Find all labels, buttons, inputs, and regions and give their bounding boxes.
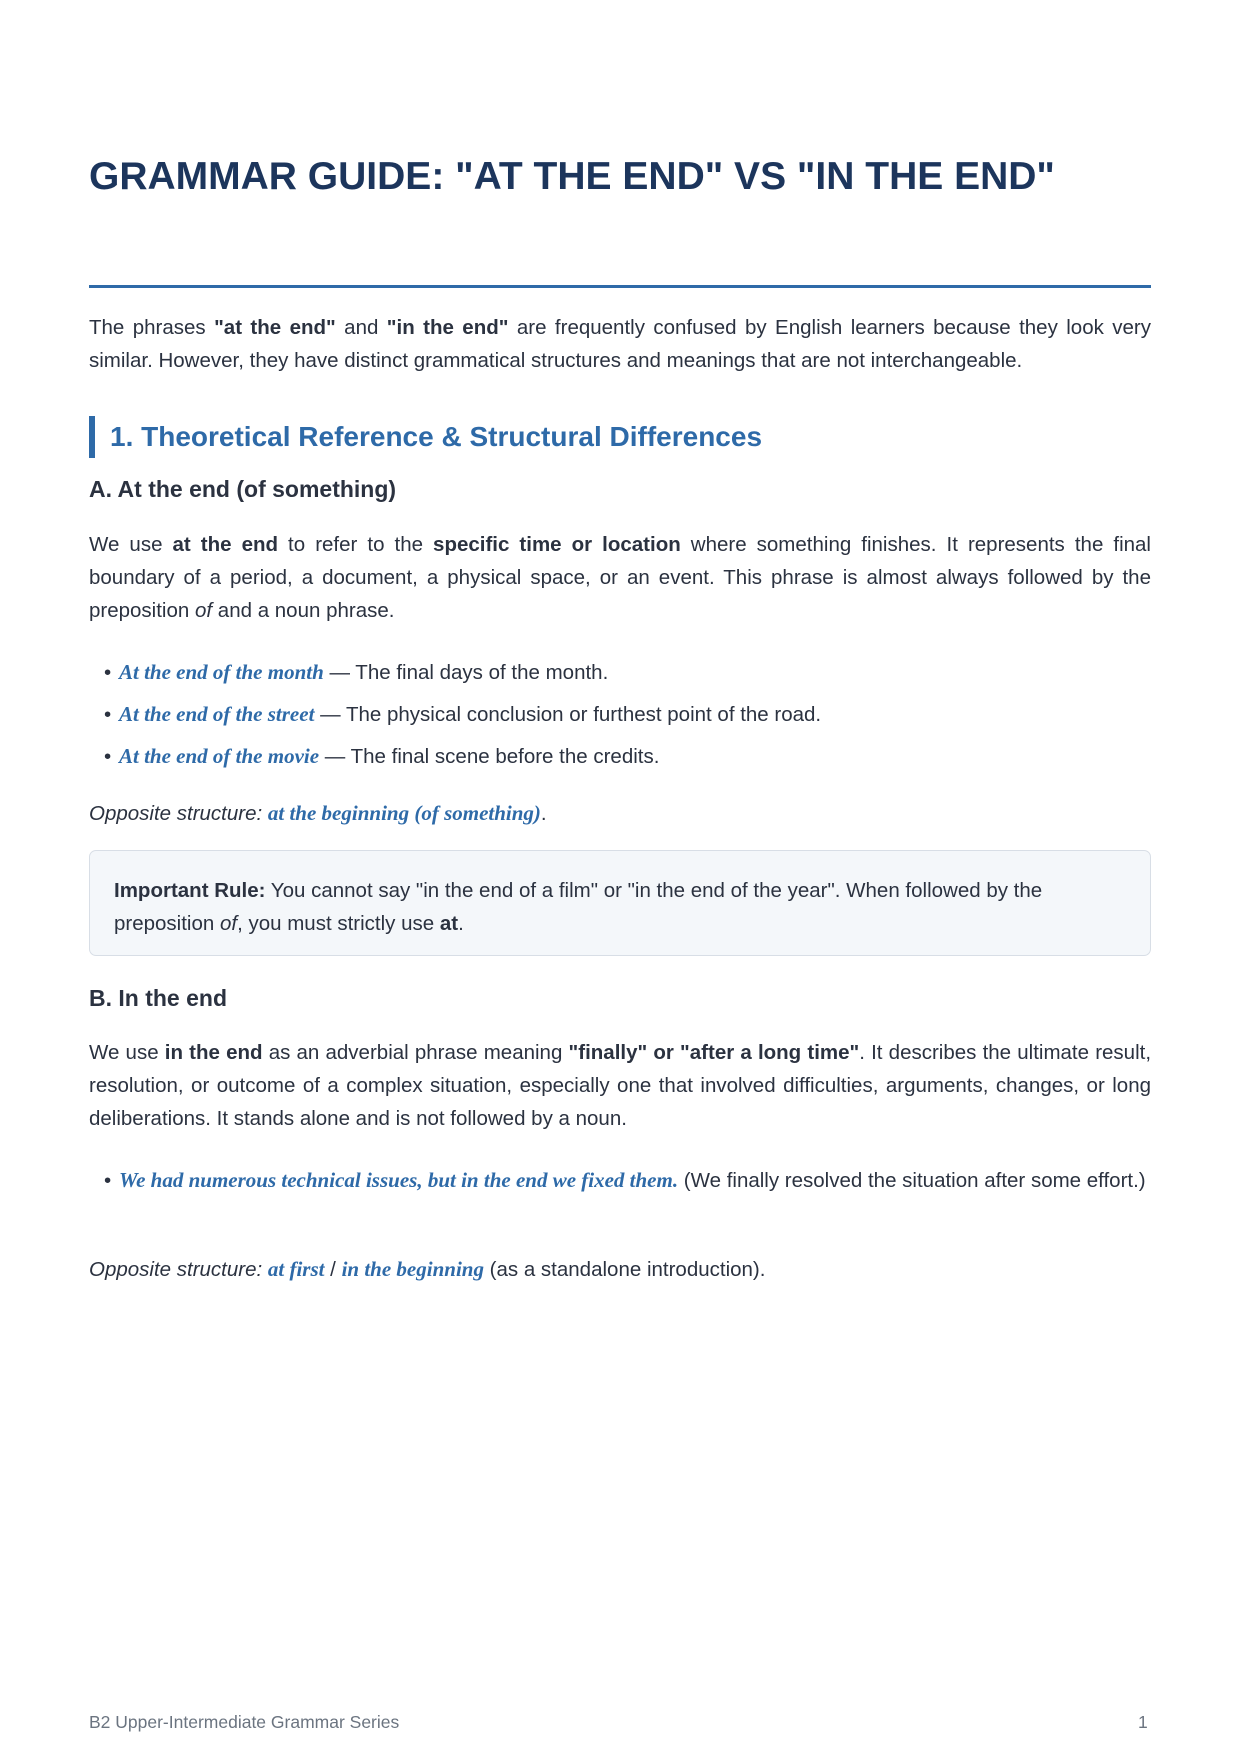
subheading-in-the-end: B. In the end — [89, 985, 227, 1011]
intro-paragraph — [89, 311, 1151, 377]
section-heading: 1. Theoretical Reference & Structural Differences — [110, 421, 763, 452]
section-accent-bar — [89, 416, 95, 458]
intro-text: and — [335, 316, 387, 339]
opposite-label: Opposite structure: — [89, 1258, 268, 1281]
list-item — [89, 740, 1151, 773]
footer-series: B2 Upper-Intermediate Grammar Series — [89, 1712, 400, 1732]
list-item — [89, 656, 1151, 689]
rule-label: Important Rule: — [114, 879, 266, 902]
rule-text-part: . — [458, 912, 464, 935]
example-gloss: — The final scene before the credits. — [319, 745, 660, 768]
list-item — [89, 698, 1151, 731]
important-rule-box — [89, 850, 1151, 956]
opposite-phrase: at first — [267, 1257, 325, 1281]
bullet-icon: • — [104, 1169, 112, 1192]
list-item — [89, 1164, 1151, 1197]
rule-italic: of — [219, 912, 238, 935]
intro-text: The phrases — [89, 316, 215, 339]
opposite-phrase: in the beginning — [341, 1257, 484, 1281]
paragraph-text: to refer to the — [278, 533, 434, 556]
paragraph-text: as an adverbial phrase meaning — [262, 1041, 569, 1064]
example-gloss: (We finally resolved the situation after some effort.) — [678, 1169, 1146, 1192]
bullet-icon: • — [104, 703, 112, 726]
at-the-end-paragraph — [89, 528, 1151, 627]
rule-text — [114, 874, 1126, 940]
opposite-end: . — [540, 802, 547, 825]
opposite-separator: / — [324, 1258, 342, 1281]
paragraph-text: . It describes the ultimate result, resolution, or outcome of a complex situation, especially one that involved difficulties, arguments, changes, or long deliberations. It stands alone and is not followed by a noun. — [89, 1041, 1152, 1130]
rule-bold: at — [439, 912, 459, 935]
subheading-at-the-end: A. At the end (of something) — [89, 476, 397, 502]
paragraph-text: We use — [89, 1041, 165, 1064]
example-phrase: At the end of the month — [119, 660, 324, 684]
paragraph-bold: "finally" or "after a long time" — [568, 1041, 860, 1064]
opposite-label: Opposite structure: — [89, 802, 268, 825]
page-title: GRAMMAR GUIDE: "AT THE END" VS "IN THE END" — [89, 155, 1055, 198]
opposite-phrase: at the beginning (of something) — [267, 801, 541, 825]
paragraph-text: where something finishes. It represents the final boundary of a period, a document, a physical space, or an event. This phrase is almost always followed by the preposition — [89, 533, 1151, 622]
opposite-end: (as a standalone introduction). — [483, 1258, 766, 1281]
title-divider — [89, 285, 1151, 288]
bullet-icon: • — [104, 661, 112, 684]
paragraph-bold: at the end — [172, 533, 279, 556]
paragraph-bold: specific time or location — [433, 533, 681, 556]
bullet-icon: • — [104, 745, 112, 768]
in-the-end-examples — [89, 1164, 1151, 1206]
intro-bold-phrase: "in the end" — [386, 316, 509, 339]
paragraph-italic: of — [194, 599, 213, 622]
at-the-end-examples — [89, 656, 1151, 782]
example-phrase: We had numerous technical issues, but in the end we fixed them. — [119, 1168, 679, 1192]
in-the-end-paragraph — [89, 1036, 1151, 1135]
paragraph-bold: in the end — [164, 1041, 263, 1064]
example-gloss: — The physical conclusion or furthest point of the road. — [314, 703, 822, 726]
example-phrase: At the end of the movie — [119, 744, 320, 768]
opposite-structure-a — [89, 797, 1151, 830]
section-heading-block — [89, 416, 1151, 458]
opposite-structure-b — [89, 1253, 1151, 1286]
example-gloss: — The final days of the month. — [323, 661, 609, 684]
rule-text-part: , you must strictly use — [237, 912, 440, 935]
rule-text-part: You cannot say "in the end of a film" or "in the end of the year". When followed by the preposition — [114, 879, 1043, 935]
example-phrase: At the end of the street — [119, 702, 315, 726]
intro-text: are frequently confused by English learners because they look very similar. However, they have distinct grammatical structures and meanings that are not interchangeable. — [89, 316, 1151, 372]
page-number: 1 — [1138, 1712, 1148, 1732]
paragraph-text: and a noun phrase. — [212, 599, 395, 622]
intro-bold-phrase: "at the end" — [214, 316, 336, 339]
paragraph-text: We use — [89, 533, 173, 556]
